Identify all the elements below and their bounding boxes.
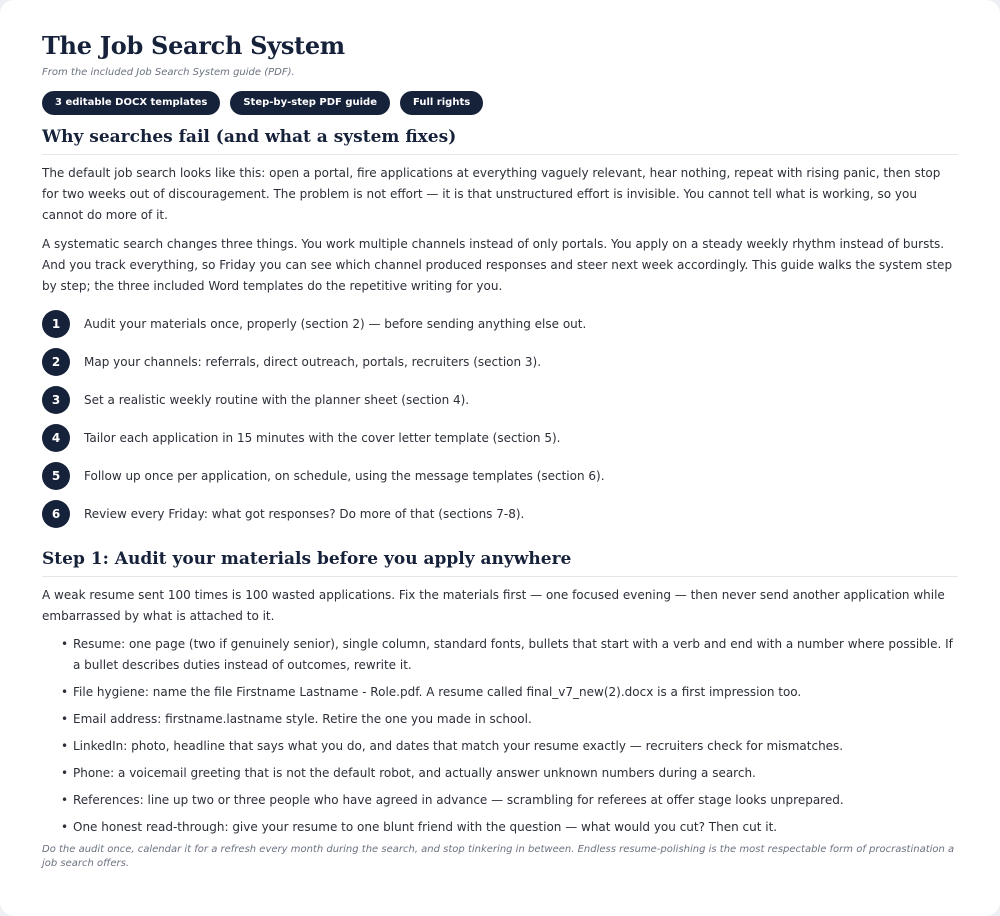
step-number-badge: 4	[42, 424, 70, 452]
step-text: Audit your materials once, properly (section 2) — before sending anything else out.	[84, 317, 587, 331]
list-item: • Resume: one page (two if genuinely senior), single column, standard fonts, bullets that start with a verb and end with a number where possible. If a bullet describes duties instead of outcomes, rewrite it.	[61, 634, 958, 676]
step-text: Map your channels: referrals, direct outreach, portals, recruiters (section 3).	[84, 355, 542, 369]
audit-checklist	[42, 634, 958, 838]
paragraph: The default job search looks like this: open a portal, fire applications at everything vaguely relevant, hear nothing, repeat with rising panic, then stop for two weeks out of discouragement. The problem is not effort — it is that unstructured effort is invisible. You cannot tell what is working, so you cannot do more of it.	[42, 166, 941, 222]
list-item: • One honest read-through: give your resume to one blunt friend with the question — what would you cut? Then cut it.	[61, 817, 958, 838]
step-item	[42, 305, 958, 343]
list-item: • References: line up two or three people who have agreed in advance — scrambling for referees at offer stage looks unprepared.	[61, 790, 958, 811]
step-text: Follow up once per application, on schedule, using the message templates (section 6).	[84, 469, 605, 483]
step-text: Tailor each application in 15 minutes with the cover letter template (section 5).	[84, 431, 561, 445]
list-item: • Email address: firstname.lastname style. Retire the one you made in school.	[61, 709, 958, 730]
list-item: • Phone: a voicemail greeting that is not the default robot, and actually answer unknown numbers during a search.	[61, 763, 958, 784]
step-number-badge: 3	[42, 386, 70, 414]
step-number-badge: 2	[42, 348, 70, 376]
step-item	[42, 419, 958, 457]
step-item	[42, 457, 958, 495]
step-text: Review every Friday: what got responses? Do more of that (sections 7-8).	[84, 507, 525, 521]
step-text: Set a realistic weekly routine with the planner sheet (section 4).	[84, 393, 470, 407]
pill-full-rights: Full rights	[400, 91, 483, 115]
step-item	[42, 343, 958, 381]
feature-pills	[42, 91, 958, 115]
paragraph: A weak resume sent 100 times is 100 wasted applications. Fix the materials first — one focused evening — then never send another application while embarrassed by what is attached to it.	[42, 588, 945, 623]
list-item: • File hygiene: name the file Firstname Lastname - Role.pdf. A resume called final_v7_new(2).docx is a first impression too.	[61, 682, 958, 703]
step-number-badge: 6	[42, 500, 70, 528]
step-number-badge: 1	[42, 310, 70, 338]
page-title: The Job Search System	[42, 31, 345, 60]
step-number-badge: 5	[42, 462, 70, 490]
paragraph: A systematic search changes three things. You work multiple channels instead of only portals. You apply on a steady weekly rhythm instead of bursts. And you track everything, so Friday you can see which channel produced responses and steer next week accordingly. This guide walks the system step by step; the three included Word templates do the repetitive writing for you.	[42, 237, 953, 293]
section-heading-why-searches-fail: Why searches fail (and what a system fixes)	[42, 125, 958, 155]
page-subtitle: From the included Job Search System guide (PDF).	[42, 67, 295, 78]
pill-docx-templates: 3 editable DOCX templates	[42, 91, 220, 115]
steps-list	[42, 305, 958, 533]
pill-pdf-guide: Step-by-step PDF guide	[230, 91, 390, 115]
section-heading-audit-materials: Step 1: Audit your materials before you apply anywhere	[42, 547, 958, 577]
step-item	[42, 495, 958, 533]
list-item: • LinkedIn: photo, headline that says what you do, and dates that match your resume exactly — recruiters check for mismatches.	[61, 736, 958, 757]
step-item	[42, 381, 958, 419]
closing-note: Do the audit once, calendar it for a refresh every month during the search, and stop tinkering in between. Endless resume-polishing is the most respectable form of procrastination a job search offers.	[42, 844, 955, 869]
